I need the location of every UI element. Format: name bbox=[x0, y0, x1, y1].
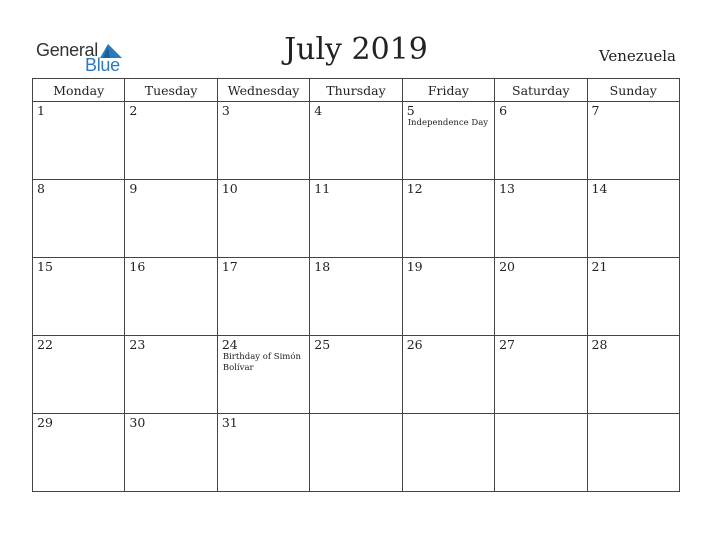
weekday-header: Sunday bbox=[587, 79, 679, 102]
weekday-header: Thursday bbox=[310, 79, 402, 102]
day-number: 13 bbox=[499, 181, 516, 196]
day-cell bbox=[217, 336, 309, 414]
day-cell bbox=[33, 258, 125, 336]
week-row bbox=[33, 258, 680, 336]
weekday-header: Monday bbox=[33, 79, 125, 102]
day-number: 29 bbox=[37, 415, 53, 430]
day-number: 17 bbox=[221, 259, 238, 274]
day-cell bbox=[310, 180, 402, 258]
day-cell bbox=[33, 180, 125, 258]
day-cell bbox=[495, 414, 587, 492]
weekday-header-row bbox=[33, 79, 680, 102]
day-number: 11 bbox=[314, 181, 331, 196]
day-number: 26 bbox=[406, 337, 423, 352]
day-cell bbox=[125, 336, 217, 414]
country-label: Venezuela bbox=[598, 47, 676, 65]
day-number: 31 bbox=[221, 415, 238, 430]
day-number: 2 bbox=[129, 103, 138, 118]
calendar-grid bbox=[32, 78, 680, 492]
day-cell bbox=[217, 258, 309, 336]
day-cell bbox=[587, 102, 679, 180]
day-cell bbox=[402, 258, 494, 336]
day-number: 20 bbox=[499, 259, 516, 274]
day-number bbox=[588, 414, 679, 416]
day-cell bbox=[587, 336, 679, 414]
holiday-label: Birthday of Simón Bolívar bbox=[222, 352, 301, 373]
day-number: 23 bbox=[129, 337, 146, 352]
day-number: 9 bbox=[129, 181, 138, 196]
day-cell bbox=[310, 258, 402, 336]
day-number: 25 bbox=[314, 337, 331, 352]
day-cell bbox=[33, 336, 125, 414]
day-number bbox=[495, 414, 586, 416]
day-cell bbox=[495, 258, 587, 336]
day-number: 5 bbox=[406, 103, 415, 118]
holiday-label: Independence Day bbox=[407, 118, 489, 128]
day-number: 4 bbox=[314, 103, 323, 118]
day-cell bbox=[587, 180, 679, 258]
page-title: July 2019 bbox=[284, 32, 428, 67]
day-number: 7 bbox=[591, 103, 600, 118]
day-number: 16 bbox=[129, 259, 146, 274]
day-cell bbox=[402, 180, 494, 258]
day-cell bbox=[33, 414, 125, 492]
weekday-header: Friday bbox=[402, 79, 494, 102]
day-number: 28 bbox=[591, 337, 608, 352]
weekday-header: Saturday bbox=[495, 79, 587, 102]
logo-text-general: General bbox=[36, 40, 98, 60]
day-cell bbox=[310, 336, 402, 414]
day-cell bbox=[587, 414, 679, 492]
week-row bbox=[33, 336, 680, 414]
day-cell bbox=[217, 102, 309, 180]
day-number: 3 bbox=[221, 103, 230, 118]
weekday-header: Wednesday bbox=[217, 79, 309, 102]
day-cell bbox=[402, 414, 494, 492]
day-cell bbox=[125, 414, 217, 492]
day-cell bbox=[125, 102, 217, 180]
day-number: 30 bbox=[129, 415, 146, 430]
day-cell bbox=[402, 336, 494, 414]
day-cell bbox=[587, 258, 679, 336]
day-number: 24 bbox=[221, 337, 238, 352]
day-cell bbox=[495, 180, 587, 258]
day-cell bbox=[33, 102, 125, 180]
day-number bbox=[310, 414, 401, 416]
day-cell bbox=[310, 102, 402, 180]
day-cell bbox=[495, 102, 587, 180]
logo-text-blue: Blue bbox=[85, 55, 120, 75]
day-number: 21 bbox=[591, 259, 608, 274]
day-number: 1 bbox=[37, 103, 45, 118]
day-number: 6 bbox=[499, 103, 508, 118]
day-number: 14 bbox=[591, 181, 608, 196]
day-number bbox=[403, 414, 494, 416]
week-row bbox=[33, 414, 680, 492]
day-cell bbox=[217, 180, 309, 258]
day-number: 15 bbox=[37, 259, 53, 274]
day-cell bbox=[217, 414, 309, 492]
day-cell bbox=[402, 102, 494, 180]
week-row bbox=[33, 180, 680, 258]
day-number: 19 bbox=[406, 259, 423, 274]
day-number: 22 bbox=[37, 337, 53, 352]
day-cell bbox=[310, 414, 402, 492]
day-number: 10 bbox=[221, 181, 238, 196]
day-number: 12 bbox=[406, 181, 423, 196]
day-cell bbox=[495, 336, 587, 414]
week-row bbox=[33, 102, 680, 180]
day-cell bbox=[125, 258, 217, 336]
day-number: 18 bbox=[314, 259, 331, 274]
day-number: 8 bbox=[37, 181, 45, 196]
day-cell bbox=[125, 180, 217, 258]
day-number: 27 bbox=[499, 337, 516, 352]
weekday-header: Tuesday bbox=[125, 79, 217, 102]
